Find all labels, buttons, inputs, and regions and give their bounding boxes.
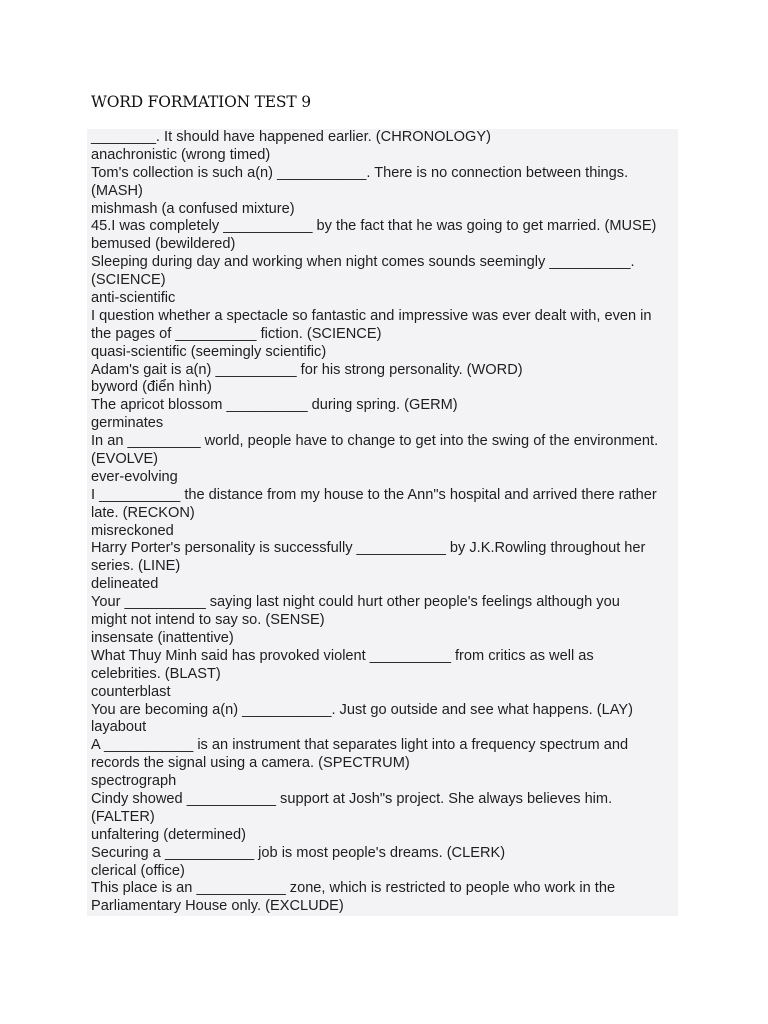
text-line: Tom's collection is such a(n) ___________. There is no connection between things.	[91, 164, 629, 181]
text-line: anti-scientific	[91, 290, 176, 307]
text-line: ever-evolving	[91, 468, 178, 485]
text-line: might not intend to say so. (SENSE)	[91, 612, 325, 629]
text-line: celebrities. (BLAST)	[91, 665, 221, 682]
text-line: insensate (inattentive)	[91, 629, 234, 646]
text-line: records the signal using a camera. (SPECTRUM)	[91, 755, 410, 772]
text-line: In an _________ world, people have to change to get into the swing of the environment.	[91, 433, 659, 450]
text-line: mishmash (a confused mixture)	[91, 200, 295, 217]
text-line: What Thuy Minh said has provoked violent __________ from critics as well as	[91, 647, 594, 664]
text-line: series. (LINE)	[91, 558, 181, 575]
text-line: unfaltering (determined)	[91, 826, 246, 843]
text-line: delineated	[91, 576, 159, 593]
text-line: Harry Porter's personality is successfully ___________ by J.K.Rowling throughout her	[91, 540, 646, 557]
text-line: You are becoming a(n) ___________. Just go outside and see what happens. (LAY)	[91, 701, 633, 718]
text-line: I __________ the distance from my house to the Ann"s hospital and arrived there rather	[91, 486, 657, 503]
text-line: ________. It should have happened earlier. (CHRONOLOGY)	[91, 129, 491, 145]
text-line: This place is an ___________ zone, which is restricted to people who work in the	[91, 880, 616, 897]
text-line: The apricot blossom __________ during spring. (GERM)	[91, 397, 458, 414]
text-line: I question whether a spectacle so fantastic and impressive was ever dealt with, even in	[91, 307, 652, 324]
text-line: germinates	[91, 415, 164, 432]
text-line: clerical (office)	[91, 862, 185, 879]
text-line: late. (RECKON)	[91, 504, 195, 521]
text-line: spectrograph	[91, 773, 177, 790]
text-line: byword (điển hình)	[91, 379, 212, 396]
text-line: counterblast	[91, 683, 171, 700]
text-line: A ___________ is an instrument that separates light into a frequency spectrum and	[91, 737, 629, 754]
text-line: Adam's gait is a(n) __________ for his strong personality. (WORD)	[91, 361, 523, 378]
text-line: 45.I was completely ___________ by the fact that he was going to get married. (MUSE)	[91, 218, 657, 235]
text-line: misreckoned	[91, 522, 174, 539]
text-line: (MASH)	[91, 182, 143, 199]
text-line: anachronistic (wrong timed)	[91, 146, 271, 163]
document-title: WORD FORMATION TEST 9	[91, 93, 311, 111]
text-line: Sleeping during day and working when night comes sounds seemingly __________.	[91, 254, 635, 271]
text-line: quasi-scientific (seemingly scientific)	[91, 343, 327, 360]
text-line: layabout	[91, 719, 147, 736]
text-line: Your __________ saying last night could hurt other people's feelings although you	[91, 594, 620, 611]
text-line: Cindy showed ___________ support at Josh"s project. She always believes him.	[91, 790, 613, 807]
text-line: Parliamentary House only. (EXCLUDE)	[91, 898, 344, 915]
text-line: (SCIENCE)	[91, 272, 166, 289]
text-line: (FALTER)	[91, 808, 155, 825]
text-line: bemused (bewildered)	[91, 236, 236, 253]
text-line: Securing a ___________ job is most people's dreams. (CLERK)	[91, 844, 506, 861]
text-line: (EVOLVE)	[91, 451, 159, 468]
exercise-text	[91, 129, 681, 916]
text-line: the pages of __________ fiction. (SCIENCE)	[91, 325, 382, 342]
